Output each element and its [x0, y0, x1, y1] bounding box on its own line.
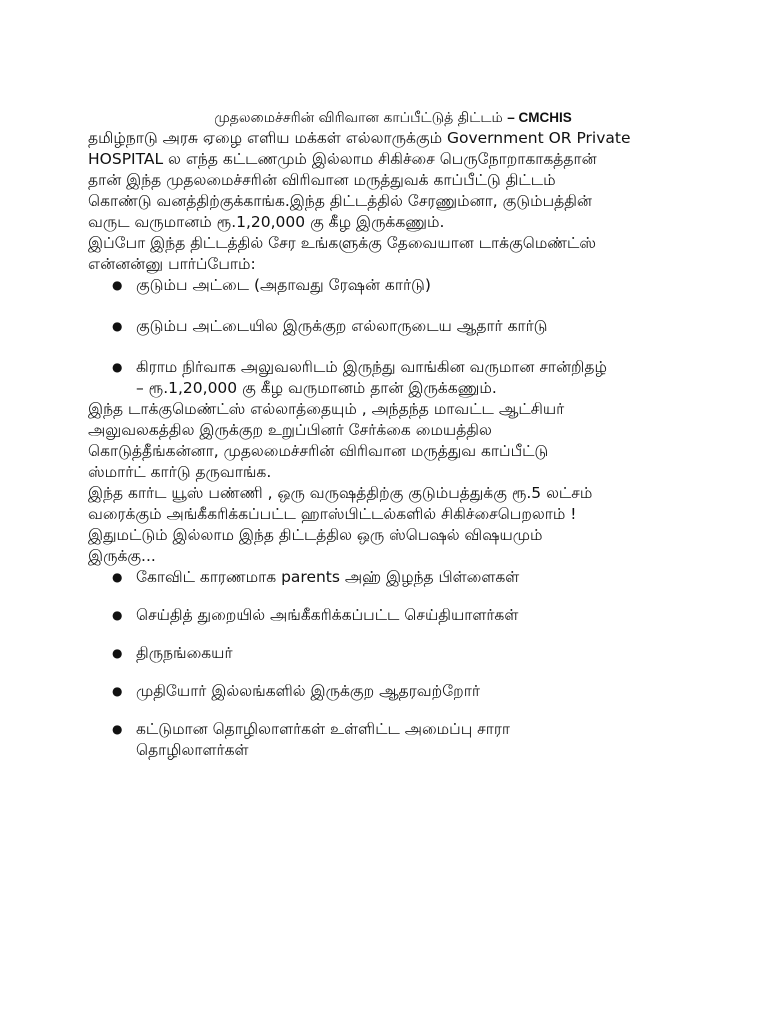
list-item-text: திருநங்கையர் [136, 644, 233, 662]
documents-intro-paragraph: இப்போ இந்த திட்டத்தில் சேர உங்களுக்கு தேவையான டாக்குமெண்ட்ஸ் என்னன்னு பார்ப்போம்: [88, 234, 597, 273]
list-item [112, 719, 688, 761]
list-item [112, 316, 688, 337]
list-item-text: கிராம நிர்வாக அலுவலரிடம் இருந்து வாங்கின வருமான சான்றிதழ் – ரூ.1,20,000 கு கீழ வருமானம் தான் இருக்கணும். [136, 358, 607, 397]
bullet-icon: ● [112, 360, 123, 374]
special-eligibility-list [88, 567, 688, 761]
submission-paragraph: இந்த டாக்குமெண்ட்ஸ் எல்லாத்தையும் , அந்தந்த மாவட்ட ஆட்சியர் அலுவலகத்தில இருக்குற உறுப்பினர் சேர்க்கை மையத்தில கொடுத்தீங்கன்னா, முதலமைச்சரின் விரிவான மருத்துவ காப்பீட்டு ஸ்மார்ட் கார்டு தருவாங்க. [88, 400, 565, 481]
list-item-text: முதியோர் இல்லங்களில் இருக்குற ஆதரவற்றோர் [136, 682, 480, 700]
list-item [112, 605, 688, 626]
bullet-icon: ● [112, 570, 123, 584]
list-item [112, 357, 688, 399]
special-feature-paragraph: இதுமட்டும் இல்லாம இந்த திட்டத்தில ஒரு ஸ்பெஷல் விஷயமும் இருக்கு... [88, 526, 543, 565]
list-item [112, 681, 688, 702]
list-item [112, 567, 688, 588]
list-item-text: கட்டுமான தொழிலாளர்கள் உள்ளிட்ட அமைப்பு சாரா தொழிலாளர்கள் [136, 720, 510, 759]
benefit-paragraph: இந்த கார்ட யூஸ் பண்ணி , ஒரு வருஷத்திற்கு குடும்பத்துக்கு ரூ.5 லட்சம் வரைக்கும் அங்கீகரிக்கப்பட்ட ஹாஸ்பிட்டல்களில் சிகிச்சைபெறலாம் ! [88, 484, 593, 523]
list-item-text: குடும்ப அட்டையில இருக்குற எல்லாருடைய ஆதார் கார்டு [136, 317, 548, 335]
bullet-icon: ● [112, 684, 123, 698]
list-item-text: குடும்ப அட்டை (அதாவது ரேஷன் கார்டு) [136, 276, 431, 294]
list-item [112, 275, 688, 296]
required-documents-list [88, 275, 688, 399]
title-acronym: – CMCHIS [507, 110, 572, 125]
intro-paragraph: தமிழ்நாடு அரசு ஏழை எளிய மக்கள் எல்லாருக்கும் Government OR Private HOSPITAL ல எந்த கட்டணமும் இல்லாம சிகிச்சை பெருநோறாகாகத்தான் தான் இந்த முதலமைச்சரின் விரிவான மருத்துவக் காப்பீட்டு திட்டம் கொண்டு வனத்திற்குக்காங்க.இந்த திட்டத்தில் சேரணும்னா, குடும்பத்தின் வருட வருமானம் ரூ.1,20,000 கு கீழ இருக்கணும். [88, 129, 631, 231]
bullet-icon: ● [112, 608, 123, 622]
list-item-text: கோவிட் காரணமாக parents அஹ் இழந்த பிள்ளைகள் [136, 568, 520, 586]
title-tamil: முதலமைச்சரின் விரிவான காப்பீட்டுத் திட்டம் [214, 110, 508, 126]
bullet-icon: ● [112, 646, 123, 660]
bullet-icon: ● [112, 278, 123, 292]
list-item-text: செய்தித் துறையில் அங்கீகரிக்கப்பட்ட செய்தியாளர்கள் [136, 606, 519, 624]
document-title [88, 108, 688, 128]
bullet-icon: ● [112, 319, 123, 333]
list-item [112, 643, 688, 664]
bullet-icon: ● [112, 722, 123, 736]
